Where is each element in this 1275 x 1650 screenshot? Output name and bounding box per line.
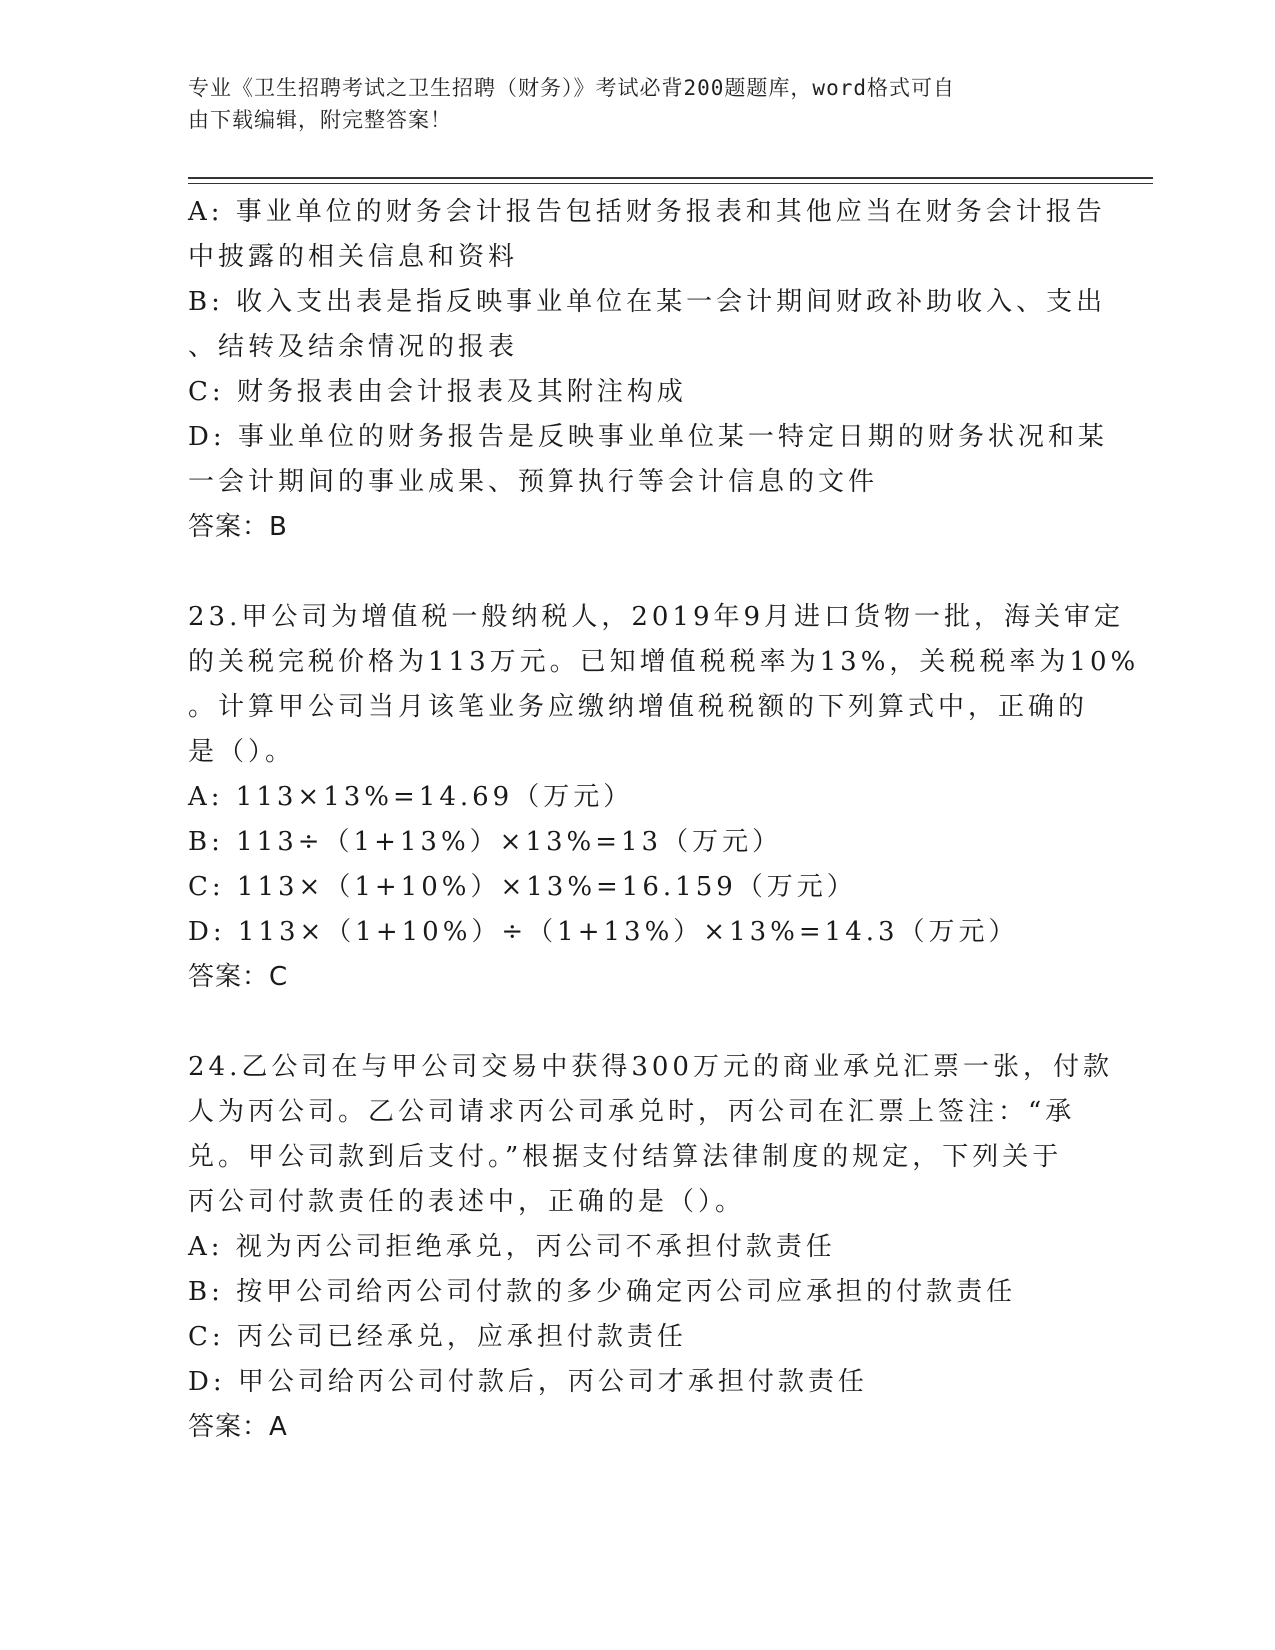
q23-stem-line-3: 。计算甲公司当月该笔业务应缴纳增值税税额的下列算式中，正确的 bbox=[188, 692, 1089, 722]
q23-option-d: D: 113×（1+10%）÷（1+13%）×13%=14.3（万元） bbox=[188, 917, 1019, 947]
q22-option-b-line-1: B: 收入支出表是指反映事业单位在某一会计期间财政补助收入、支出 bbox=[188, 287, 1107, 317]
header-divider-thin bbox=[188, 183, 1153, 184]
q24-option-d: D: 甲公司给丙公司付款后，丙公司才承担付款责任 bbox=[188, 1367, 868, 1397]
q23-answer: 答案：C bbox=[188, 962, 289, 992]
q23-stem-line-2: 的关税完税价格为113万元。已知增值税税率为13%，关税税率为10% bbox=[188, 647, 1140, 677]
q24-answer: 答案：A bbox=[188, 1412, 288, 1442]
q23-stem-line-1: 23.甲公司为增值税一般纳税人，2019年9月进口货物一批，海关审定 bbox=[188, 602, 1125, 632]
question-spacer bbox=[188, 1000, 1078, 1045]
q24-stem-line-3: 兑。甲公司款到后支付。”根据支付结算法律制度的规定，下列关于 bbox=[188, 1142, 1063, 1172]
header-divider-thick bbox=[188, 177, 1153, 179]
q24-option-c: C: 丙公司已经承兑，应承担付款责任 bbox=[188, 1322, 687, 1352]
q23-option-c: C: 113×（1+10%）×13%=16.159（万元） bbox=[188, 872, 857, 902]
q22-option-d-line-2: 一会计期间的事业成果、预算执行等会计信息的文件 bbox=[188, 467, 879, 497]
q22-option-c: C: 财务报表由会计报表及其附注构成 bbox=[188, 377, 687, 407]
q24-option-b: B: 按甲公司给丙公司付款的多少确定丙公司应承担的付款责任 bbox=[188, 1277, 1017, 1307]
q23-stem-line-4: 是（）。 bbox=[188, 737, 296, 767]
q24-stem-line-4: 丙公司付款责任的表述中，正确的是（）。 bbox=[188, 1187, 746, 1217]
question-spacer bbox=[188, 550, 1078, 595]
q24-stem-line-2: 人为丙公司。乙公司请求丙公司承兑时，丙公司在汇票上签注：“承 bbox=[188, 1097, 1076, 1127]
q22-option-a-line-2: 中披露的相关信息和资料 bbox=[188, 242, 519, 272]
document-header bbox=[188, 72, 1068, 136]
document-body bbox=[188, 190, 1140, 1450]
q24-option-a: A: 视为丙公司拒绝承兑，丙公司不承担付款责任 bbox=[188, 1232, 836, 1262]
q23-option-a: A: 113×13%=14.69（万元） bbox=[188, 782, 634, 812]
q22-option-b-line-2: 、结转及结余情况的报表 bbox=[188, 332, 519, 362]
question-23 bbox=[188, 595, 1140, 1000]
q22-option-a-line-1: A: 事业单位的财务会计报告包括财务报表和其他应当在财务会计报告 bbox=[188, 197, 1106, 227]
header-title-line-2: 由下载编辑，附完整答案！ bbox=[188, 108, 452, 132]
header-title-line-1: 专业《卫生招聘考试之卫生招聘（财务）》考试必背200题题库，word格式可自 bbox=[188, 76, 955, 100]
q24-stem-line-1: 24.乙公司在与甲公司交易中获得300万元的商业承兑汇票一张，付款 bbox=[188, 1052, 1113, 1082]
question-22-options bbox=[188, 190, 1108, 550]
q22-answer: 答案：B bbox=[188, 512, 288, 542]
question-24 bbox=[188, 1045, 1113, 1450]
q22-option-d-line-1: D: 事业单位的财务报告是反映事业单位某一特定日期的财务状况和某 bbox=[188, 422, 1108, 452]
q23-option-b: B: 113÷（1+13%）×13%=13（万元） bbox=[188, 827, 783, 857]
